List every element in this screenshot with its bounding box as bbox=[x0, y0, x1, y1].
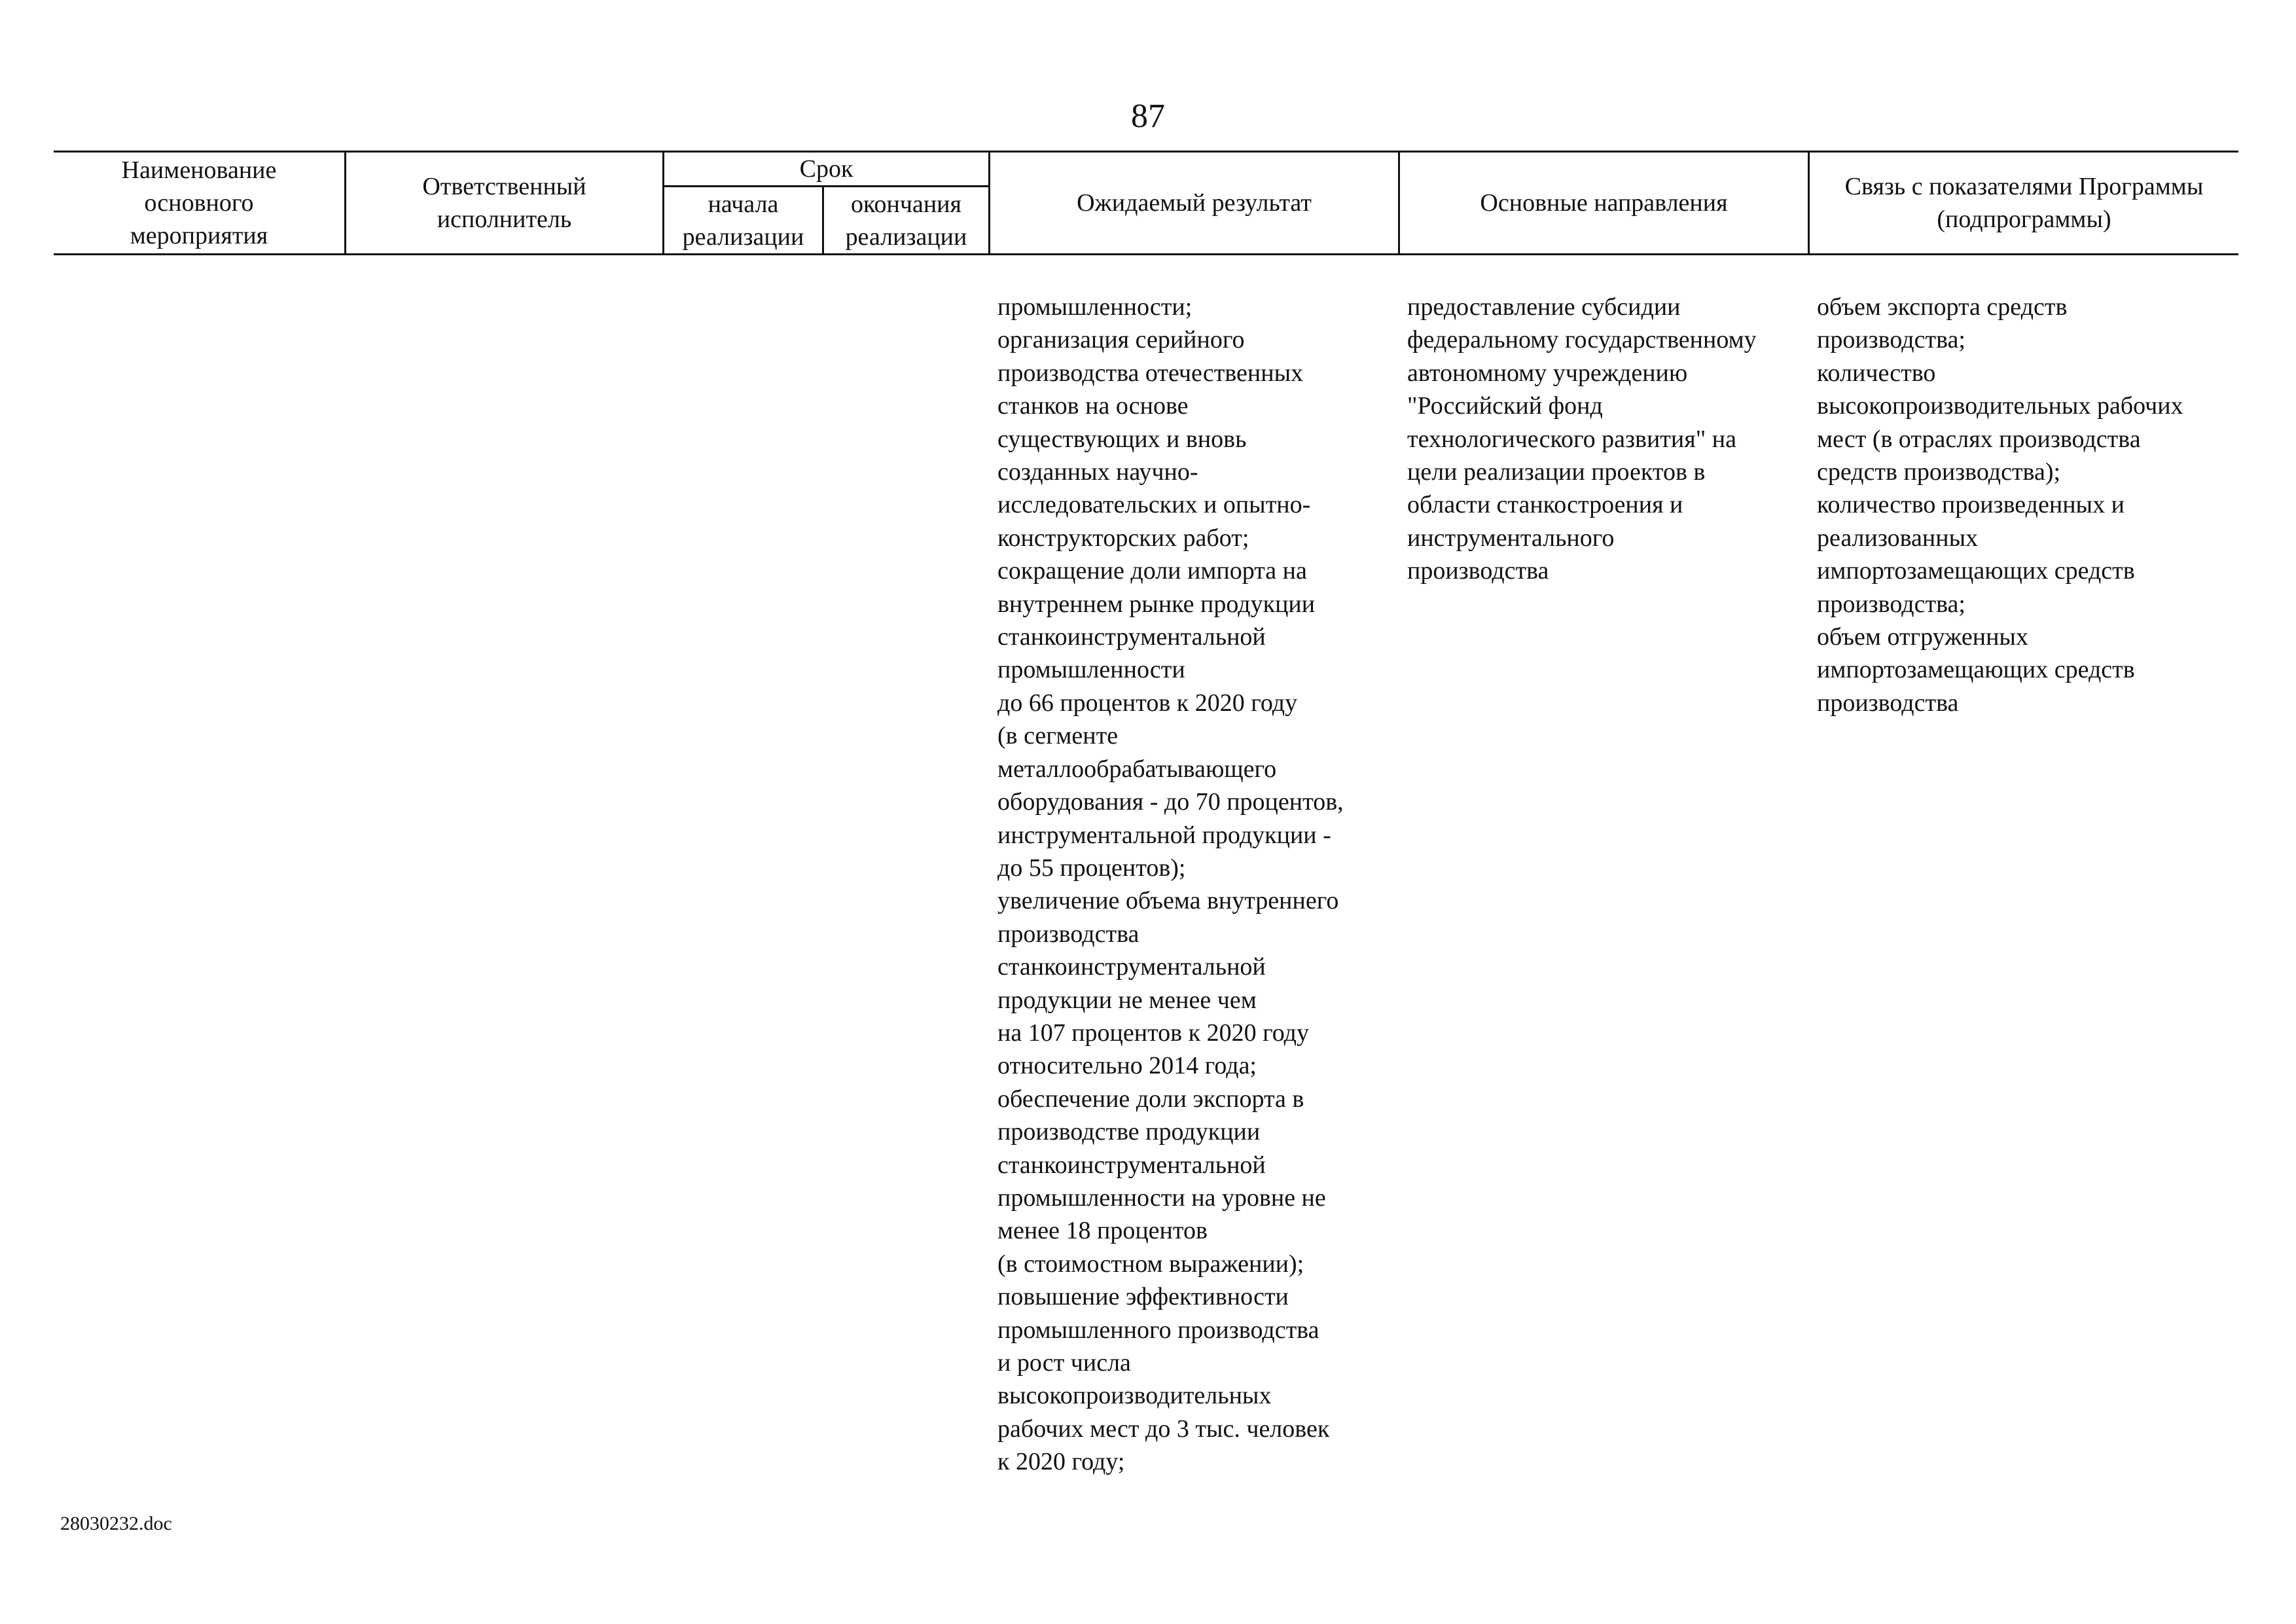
header-indicators-link: Связь с показателями Программы (подпрограммы) bbox=[1844, 172, 2204, 233]
table-header-bottom-rule bbox=[54, 253, 2238, 255]
header-term-end: окончания реализации bbox=[845, 190, 967, 251]
cell-main-directions: предоставление субсидии федеральному государственному автономному учреждению "Российский фонд технологического развития" на цели реализации проектов в области станкостроения и инструментального производства bbox=[1407, 293, 1757, 585]
page-number: 87 bbox=[1131, 98, 1165, 135]
header-term-start: начала реализации bbox=[682, 190, 804, 251]
footer-file-name: 28030232.doc bbox=[60, 1513, 172, 1534]
cell-indicators-link: объем экспорта средств производства; количество высокопроизводительных рабочих мест (в отраслях производства средств производства); количество произведенных и реализованных импортозамещающих средств производства; объем отгруженных импортозамещающих средств производства bbox=[1817, 293, 2183, 717]
header-main-directions: Основные направления bbox=[1480, 189, 1728, 217]
header-term: Срок bbox=[799, 154, 853, 183]
header-executor: Ответственный исполнитель bbox=[422, 172, 586, 233]
cell-expected-result: промышленности; организация серийного производства отечественных станков на основе существующих и вновь созданных научно- исследовательских и опытно- конструкторских работ; сокращение доли импорта на внутреннем рынке продукции станкоинструментальной промышленности до 66 процентов к 2020 году (в сегменте металлообрабатывающего оборудования - до 70 процентов, инструментальной продукции - до 55 процентов); увеличение объема внутреннего производства станкоинструментальной продукции не менее чем на 107 процентов к 2020 году относительно 2014 года; обеспечение доли экспорта в производстве продукции станкоинструментальной промышленности на уровне не менее 18 процентов (в стоимостном выражении); повышение эффективности промышленного производства и рост числа высокопроизводительных рабочих мест до 3 тыс. человек к 2020 году; bbox=[997, 293, 1344, 1476]
header-expected-result: Ожидаемый результат bbox=[1077, 189, 1312, 217]
header-activity-name: Наименование основного мероприятия bbox=[121, 156, 277, 249]
